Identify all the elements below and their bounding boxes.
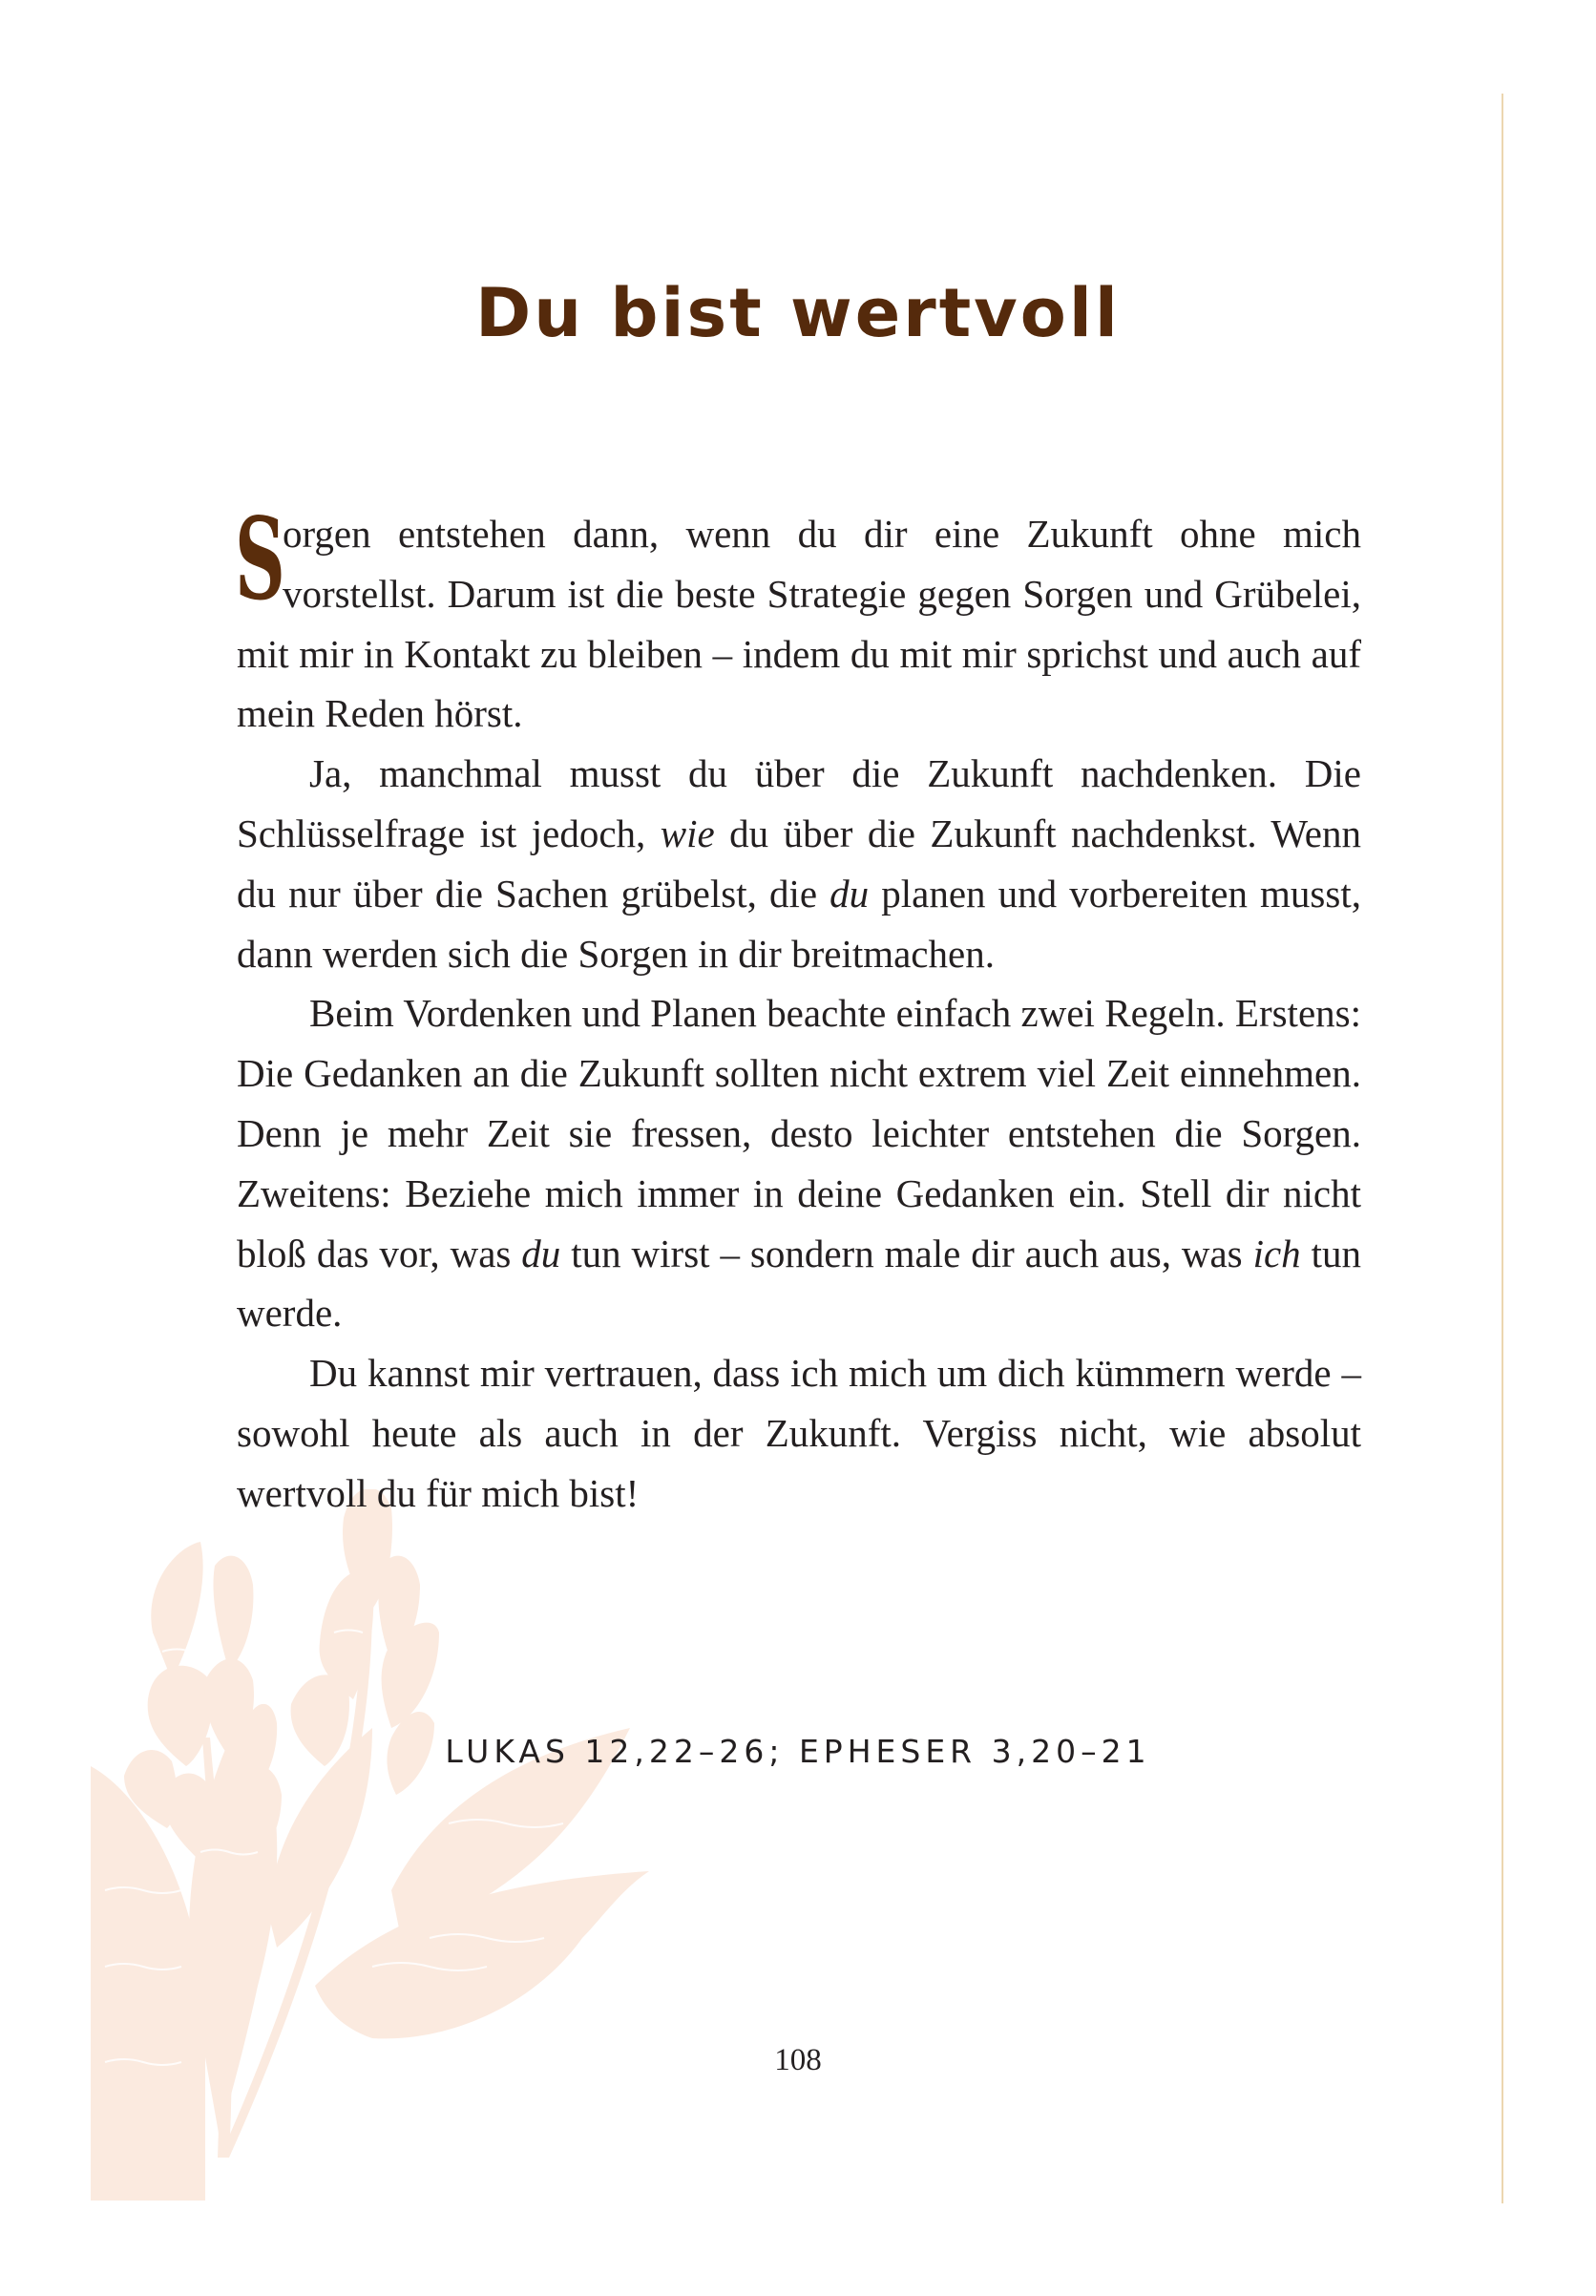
paragraph-4	[237, 1343, 1361, 1523]
emphasis-text: ich	[1252, 1231, 1301, 1275]
emphasis-text: wie	[660, 811, 715, 855]
scripture-reference: LUKAS 12,22–26; EPHESER 3,20–21	[445, 1733, 1151, 1770]
paragraph-text: planen und vorbereiten musst, dann werden sich die Sorgen in dir breitmachen.	[237, 871, 1361, 976]
page-edge-rule	[1502, 94, 1503, 2203]
paragraph-1	[235, 493, 1361, 744]
page-number: 108	[774, 2043, 822, 2077]
paragraph-3	[237, 983, 1361, 1343]
paragraph-2	[237, 744, 1361, 983]
paragraph-text: tun wirst – sondern male dir auch aus, was	[560, 1231, 1253, 1275]
paragraph-text: orgen entstehen dann, wenn du dir eine Zukunft ohne mich vorstellst. Darum ist die beste Strategie gegen Sorgen und Grübelei, mit mir in Kontakt zu bleiben – indem du mit mir sprichst und auch auf mein Reden hörst.	[237, 512, 1361, 736]
emphasis-text: du	[521, 1231, 561, 1275]
paragraph-text: Beim Vordenken und Planen beachte einfach zwei Regeln. Erstens: Die Gedanken an die Zukunft sollten nicht extrem viel Zeit einnehmen. Denn je mehr Zeit sie fressen, desto leichter entstehen die Sorgen. Zweitens: Beziehe mich immer in deine Gedanken ein. Stell dir nicht bloß das vor, was	[237, 991, 1361, 1275]
paragraph-text: du über die Zukunft nachdenkst. Wenn du nur über die Sachen grübelst, die	[237, 811, 1361, 916]
paragraph-text: Du kannst mir vertrauen, dass ich mich um dich kümmern werde – sowohl heute als auch in der Zukunft. Vergiss nicht, wie absolut wertvoll du für mich bist!	[237, 1351, 1361, 1515]
page-title: Du bist wertvoll	[475, 273, 1121, 352]
leaf-branch-illustration-icon	[86, 1489, 773, 2205]
body-text	[235, 493, 1361, 1524]
paragraph-text: Ja, manchmal musst du über die Zukunft nachdenken. Die Schlüsselfrage ist jedoch,	[237, 751, 1361, 855]
drop-cap: S	[235, 493, 285, 625]
paragraph-text: tun werde.	[237, 1231, 1361, 1336]
emphasis-text: du	[830, 871, 870, 916]
